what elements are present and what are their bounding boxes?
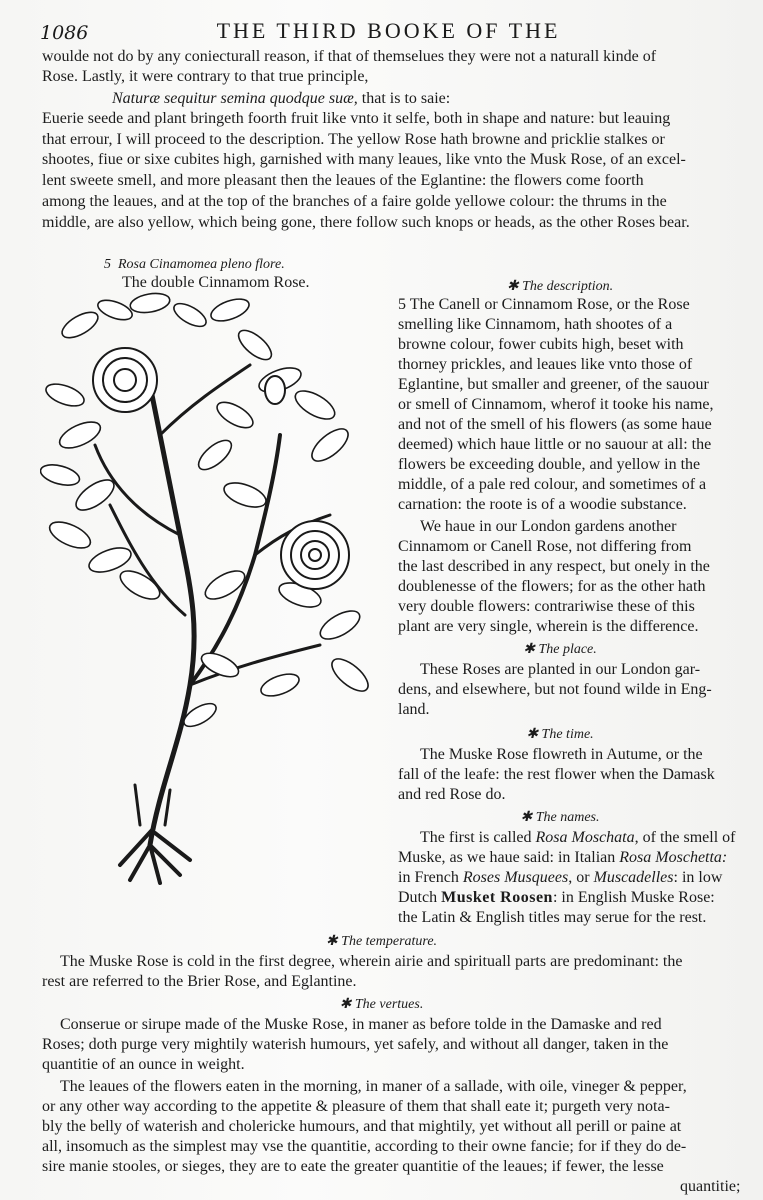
description-line: doublenesse of the flowers; for as the other hath bbox=[398, 578, 706, 595]
description-line: smelling like Cinnamom, hath shootes of a bbox=[398, 316, 673, 333]
intro-line-3 bbox=[112, 89, 450, 109]
time-line: The Muske Rose flowreth in Autume, or the bbox=[420, 746, 703, 763]
description-heading: ✱ The description. bbox=[506, 279, 614, 294]
vertues-line: or any other way according to the appetite & pleasure of them that shall eate it; purgeth very nota- bbox=[42, 1098, 670, 1115]
intro-line-1: woulde not do by any coniecturall reason, if that of themselues they were not a naturall kinde of bbox=[42, 48, 657, 65]
intro-line-8: among the leaues, and at the top of the branches of a faire golde yellowe colour: the thrums in the bbox=[42, 193, 667, 210]
intro-line-4: Euerie seede and plant bringeth foorth fruit like vnto it selfe, both in shape and nature: but leauing bbox=[42, 110, 671, 127]
description-line: carnation: the roote is of a woodie substance. bbox=[398, 496, 687, 513]
vertues-line: quantitie; bbox=[680, 1178, 741, 1195]
description-line: or smell of Cinnamom, wherof it tooke his name, bbox=[398, 396, 714, 413]
intro-line-9: middle, are also yellow, which being gone, there follow such knops or heads, as the other Roses bear. bbox=[42, 214, 690, 231]
vertues-heading: ✱ The vertues. bbox=[339, 997, 424, 1012]
description-line: very double flowers: contrariwise these of this bbox=[398, 598, 695, 615]
names-line-2: Muske, as we haue said: in Italian Rosa Moschetta: bbox=[398, 849, 728, 866]
time-line: fall of the leafe: the rest flower when the Damask bbox=[398, 766, 715, 783]
temperature-line: The Muske Rose is cold in the first degree, wherein airie and spirituall parts are predominant: the bbox=[60, 953, 683, 970]
intro-line-7: lent sweete smell, and more pleasant then the leaues of the Eglantine: the flowers come foorth bbox=[42, 172, 644, 189]
intro-line-2: Rose. Lastly, it were contrary to that true principle, bbox=[42, 68, 369, 85]
vertues-line: The leaues of the flowers eaten in the morning, in maner of a sallade, with oile, vineger & pepper, bbox=[60, 1078, 687, 1095]
description-line: the last described in any respect, but onely in the bbox=[398, 558, 710, 575]
temperature-line: rest are referred to the Brier Rose, and Eglantine. bbox=[42, 973, 357, 990]
place-line: These Roses are planted in our London gar- bbox=[420, 661, 701, 678]
page-header bbox=[40, 4, 745, 44]
vertues-line: all, insomuch as the simplest may vse the quantitie, according to their owne fancie; for if they do de- bbox=[42, 1138, 687, 1155]
figure-caption-english: The double Cinnamom Rose. bbox=[122, 274, 310, 291]
vertues-line: sire manie stooles, or sieges, they are to eate the greater quantitie of the leaues; if fewer, the lesse bbox=[42, 1158, 664, 1175]
description-line: 5 The Canell or Cinnamom Rose, or the Rose bbox=[398, 296, 690, 313]
names-line-3: in French Roses Musquees, or Muscadelles: in low bbox=[398, 869, 723, 886]
intro-line-6: shootes, fiue or sixe cubites high, garnished with many leaues, like vnto the Musk Rose, of an excel- bbox=[42, 151, 686, 168]
vertues-line: quantitie of an ounce in weight. bbox=[42, 1056, 245, 1073]
place-line: dens, and elsewhere, but not found wilde in Eng- bbox=[398, 681, 712, 698]
running-title: THE THIRD BOOKE OF THE bbox=[216, 18, 561, 43]
latin-quote: Naturæ sequitur semina quodque suæ, bbox=[112, 90, 358, 107]
names-heading: ✱ The names. bbox=[520, 810, 600, 825]
description-line: Eglantine, but smaller and greener, of the sauour bbox=[398, 376, 709, 393]
vertues-line: bly the belly of waterish and cholericke humours, and that mightily, yet without all perill or paine at bbox=[42, 1118, 682, 1135]
names-line-4: Dutch Musket Roosen: in English Muske Rose: bbox=[398, 889, 715, 906]
latin-tail: that is to saie: bbox=[357, 90, 451, 107]
description-line: plant are very single, wherein is the difference. bbox=[398, 618, 699, 635]
time-heading: ✱ The time. bbox=[526, 727, 594, 742]
description-line: middle, of a pale red colour, and sometimes of a bbox=[398, 476, 707, 493]
description-line: thorney prickles, and leaues like vnto those of bbox=[398, 356, 693, 373]
time-line: and red Rose do. bbox=[398, 786, 506, 803]
description-line: deemed) which haue little or no sauour at all: the bbox=[398, 436, 712, 453]
description-line: and not of the smell of his flowers (as some haue bbox=[398, 416, 712, 433]
names-line-1: The first is called Rosa Moschata, of the smell of bbox=[420, 829, 736, 846]
intro-line-5: that errour, I will proceed to the description. The yellow Rose hath browne and pricklie stalkes or bbox=[42, 131, 665, 148]
page-number: 1086 bbox=[40, 22, 89, 44]
description-line: Cinnamom or Canell Rose, not differing from bbox=[398, 538, 692, 555]
description-line: flowers be exceeding double, and yellow in the bbox=[398, 456, 701, 473]
figure-number: 5 bbox=[104, 257, 111, 272]
description-line: We haue in our London gardens another bbox=[420, 518, 677, 535]
figure-caption-latin: 5 Rosa Cinamomea pleno flore. bbox=[104, 257, 285, 272]
vertues-line: Conserue or sirupe made of the Muske Rose, in maner as before tolde in the Damaske and red bbox=[60, 1016, 662, 1033]
vertues-line: Roses; doth purge very mightily waterish humours, yet safely, and without all danger, taken in the bbox=[42, 1036, 669, 1053]
rose-woodcut-illustration bbox=[40, 285, 390, 885]
rose-woodcut-svg bbox=[40, 285, 390, 885]
place-heading: ✱ The place. bbox=[523, 642, 597, 657]
place-line: land. bbox=[398, 701, 430, 718]
blackletter-dutch-name: Musket Roosen bbox=[441, 889, 553, 906]
names-line-5: the Latin & English titles may serue for the rest. bbox=[398, 909, 707, 926]
temperature-heading: ✱ The temperature. bbox=[325, 934, 438, 949]
description-line: browne colour, fower cubits high, beset with bbox=[398, 336, 684, 353]
